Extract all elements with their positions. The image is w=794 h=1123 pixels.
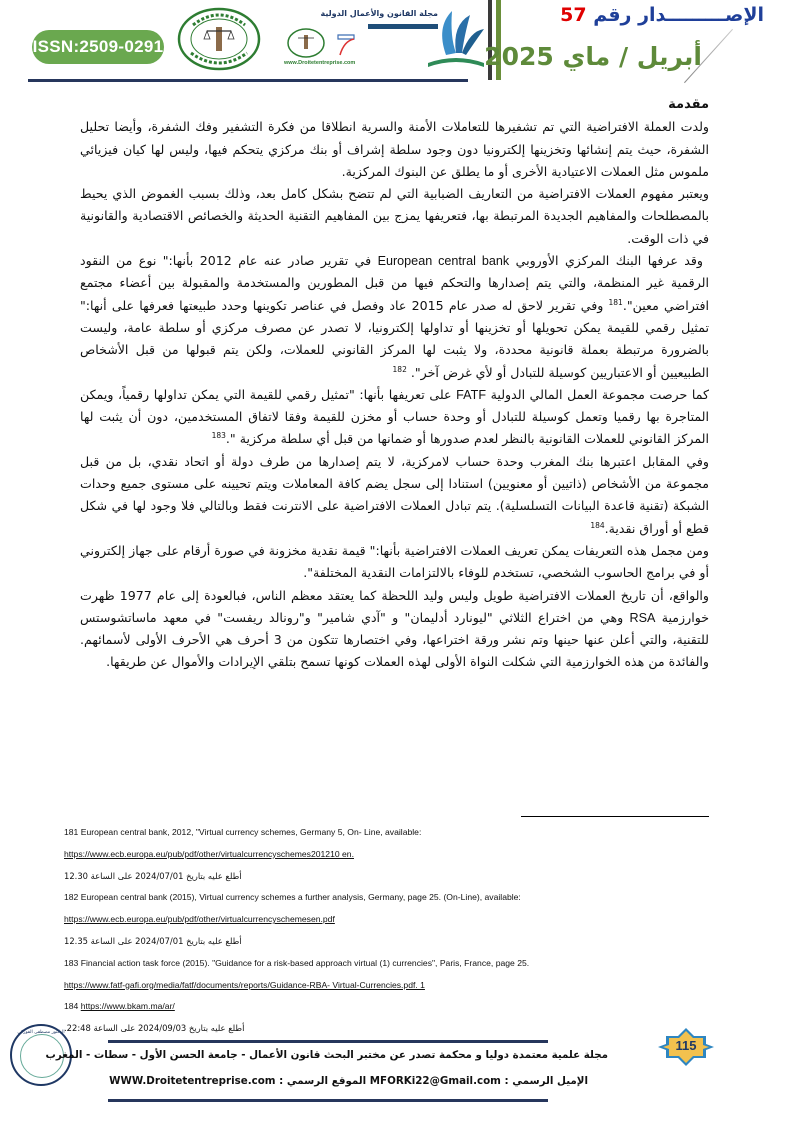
- footnote-ref[interactable]: 184: [590, 520, 605, 530]
- journal-banner-title: مجلة القانون والأعمال الدولية: [320, 9, 438, 18]
- paragraph-bank-al-maghrib: وفي المقابل اعتبرها بنك المغرب وحدة حساب لامركزية، لا يتم إصدارها من طرف دولة أو اتحاد نقدي، بل من قبل مجموعة من الأشخاص (ذاتيين أو معنويين) استنادا إلى سجل يضم كافة المعاملات ويتم تحيينه على مستوى جميع وحدات الشبكة (تقنية قاعدة البيانات التسلسلية). يتم تبادل العملات الافتراضية على الانترنت فقط وبالتالي فلا وجود لها في شكل قطع أو أوراق نقدية.$^{184}$: [80, 453, 709, 536]
- footnote-181: 181 European central bank, 2012, "Virtual currency schemes, Germany 5, On- Line, available:: [64, 827, 422, 837]
- lab-seal-logo: [177, 7, 261, 71]
- footnote-ref[interactable]: 182: [392, 364, 407, 374]
- issue-date: أبريل / ماي 2025: [484, 42, 702, 71]
- footnote-184-accessed: أطلع عليه بتاريخ 2024/09/03 على الساعة 22:48.: [64, 1023, 245, 1034]
- footnote-183-link[interactable]: https://www.fatf-gafi.org/media/fatf/documents/reports/Guidance-RBA- Virtual-Currencies.pdf. 1: [64, 979, 425, 990]
- page-header: [0, 0, 794, 90]
- footer-seal-logo: الدكتور مصطفى الفوركي: [10, 1024, 72, 1086]
- issue-number: 57: [560, 4, 587, 26]
- journal-banner-url: www.Droitetentreprise.com: [284, 60, 356, 66]
- header-rule: [28, 79, 468, 82]
- mini-seal-icon: [286, 27, 326, 59]
- footnote-182-accessed: أطلع عليه بتاريخ 2024/07/01 على الساعة 12.35: [64, 935, 242, 946]
- paragraph-rsa-history: والواقع، أن تاريخ العملات الافتراضية طويل وليس وليد اللحظة كما يعتقد معظم الناس، فبالعودة إلى عام 1977 ظهرت خوارزمية RSA وهي من اختراع الثلاثي "ليونارد أدليمان" و "آدي شامير" و"رونالد ريفست" في معهد ماساتشوستس للتقنية، والتي أعلن عنها حينها وتم نشر ورقة اختراعها، وفي اختصارها تتكون من 3 أحرف هي الأحرف الأولى لأسمائهم. والفائدة من هذه الخوارزمية التي شكلت النواة الأولى لهذه العملات كونها تسمح بتلقي الإيرادات والأموال عن طريقها.: [80, 587, 709, 670]
- paragraph: ويعتبر مفهوم العملات الافتراضية من التعاريف الضبابية التي لم تتضح بشكل كامل بعد، وذلك بسبب الغموض الذي يحيط بالمصطلحات والمفاهيم الجديدة المرتبطة بها، فتعريفها يمزج بين المفاهيم التقنية الحديثة والخصائص الاقتصادية والقانونية في ذات الوقت.: [80, 186, 709, 246]
- open-book-leaves-icon: [426, 7, 486, 69]
- issn-badge: ISSN:2509-0291: [32, 30, 164, 64]
- paragraph: ومن مجمل هذه التعريفات يمكن تعريف العملات الافتراضية بأنها:" قيمة نقدية مخزونة في صورة أرقام على جهاز إلكتروني أو في برامج الحاسوب الشخصي، تستخدم للوفاء بالالتزامات النقدية المختلفة".: [80, 542, 709, 581]
- footnote-182: 182 European central bank (2015), Virtual currency schemes a further analysis, Germany, page 25. (On-Line), available:: [64, 892, 521, 903]
- footnote-184: 184 https://www.bkam.ma/ar/: [64, 1001, 175, 1012]
- footnote-184-link[interactable]: https://www.bkam.ma/ar/: [80, 1001, 175, 1012]
- footer-rule-bottom: [108, 1099, 548, 1102]
- issue-number-line: [560, 4, 764, 26]
- latin-term: FATF: [456, 387, 487, 402]
- section-title: مقدمة: [668, 97, 709, 112]
- paragraph: ولدت العملة الافتراضية التي تم تشفيرها للتعاملات الأمنة والسرية انطلاقا من فكرة التشفير وفك الشفرة، وأيضا تحليل الشفرة، حيث يتم إنشائها وتخزينها إلكترونيا دون وجود سلطة إشراف أو بنك مركزي يتحكم فيها، وليس لها كيان فيزيائي ملموس مثل العملات الاعتيادية الأخرى أو ما يطلق عن البنوك المركزية.: [80, 119, 709, 179]
- page-number-badge: [658, 1028, 714, 1066]
- footer-rule-top: [108, 1040, 548, 1043]
- paragraph-fatf-definition: كما حرصت مجموعة العمل المالي الدولية FATF على تعريفها بأنها: "تمثيل رقمي للقيمة التي يمكن تداولها رقمياً، ويمكن المتاجرة بها رقميا وتعمل كوسيلة للتبادل أو وحدة حساب أو مخزن للقيمة وفقا لاتفاق المستخدمين، دون أن يثبت لها المركز القانوني للعملات القانونية بالنظر لعدم صدورها أو ضمانها من قبل أي سلطة مركزية ".$^{183}$: [80, 386, 709, 447]
- article-body: [80, 94, 709, 674]
- footnote-181-link[interactable]: https://www.ecb.europa.eu/pub/pdf/other/virtualcurrencyschemes201210 en.: [64, 848, 354, 859]
- footer-website[interactable]: WWW.Droitetentreprise.com: [109, 1075, 276, 1087]
- latin-term: RSA: [629, 610, 656, 625]
- footnote-ref[interactable]: 181: [608, 297, 623, 307]
- journal-banner-logo: [278, 5, 486, 69]
- paragraph-ecb-definition: وقد عرفها البنك المركزي الأوروبي European central bank في تقرير صادر عنه عام 2012 بأنها:" نوع من النقود الرقمية غير المنظمة، والتي يتم إصدارها والتحكم فيها من قبل المطورين والمستخدمة والمقبولة بين أعضاء مجتمع افتراضي معين".$^{181}$ وفي تقرير لاحق له صدر عام 2015 عاد وفصل في عناصر تكوينها وحدد طبيعتها فعرفها على أنها:" تمثيل رقمي للقيمة يمكن تحويلها أو تخزينها أو تداولها إلكترونيا، لا تصدر عن مصرف مركزي أو سلطة عامة، وليست بالضرورة مرتبطة بعملة قانونية محددة، ولا يثبت لها المركز القانوني للعملات، ولكن يتم قبولها من قبل الأشخاص الطبيعيين أو الاعتباريين كوسيلة للتبادل أو لأي غرض آخر". $^{182}$: [80, 253, 710, 380]
- footer-email[interactable]: MFORKi22@Gmail.com: [369, 1075, 501, 1087]
- footnote-182-link[interactable]: https://www.ecb.europa.eu/pub/pdf/other/virtualcurrencyschemesen.pdf: [64, 914, 335, 925]
- issue-label: الإصـــــــــدار رقم: [593, 4, 764, 26]
- footnote-separator: [521, 816, 709, 817]
- page-number: 115: [675, 1038, 697, 1053]
- latin-term: European central bank: [377, 254, 510, 269]
- footnote-183: 183 Financial action task force (2015). "Guidance for a risk-based approach virtual (1) currencies", Paris, France, page 25.: [64, 957, 530, 968]
- footer-journal-description: مجلة علمية معتمدة دوليا و محكمة تصدر عن مختبر البحث قانون الأعمال - جامعة الحسن الأول - سطات - المغرب: [45, 1049, 608, 1061]
- university-tower-icon: [334, 31, 358, 57]
- footnote-ref[interactable]: 183: [211, 431, 226, 441]
- footnote-181-accessed: أطلع عليه بتاريخ 2024/07/01 على الساعة 12.30: [64, 870, 242, 881]
- footnotes: [64, 822, 704, 1040]
- footer-contact-line: الإميل الرسمي : MFORKi22@Gmail.com الموقع الرسمي : WWW.Droitetentreprise.com: [109, 1075, 588, 1087]
